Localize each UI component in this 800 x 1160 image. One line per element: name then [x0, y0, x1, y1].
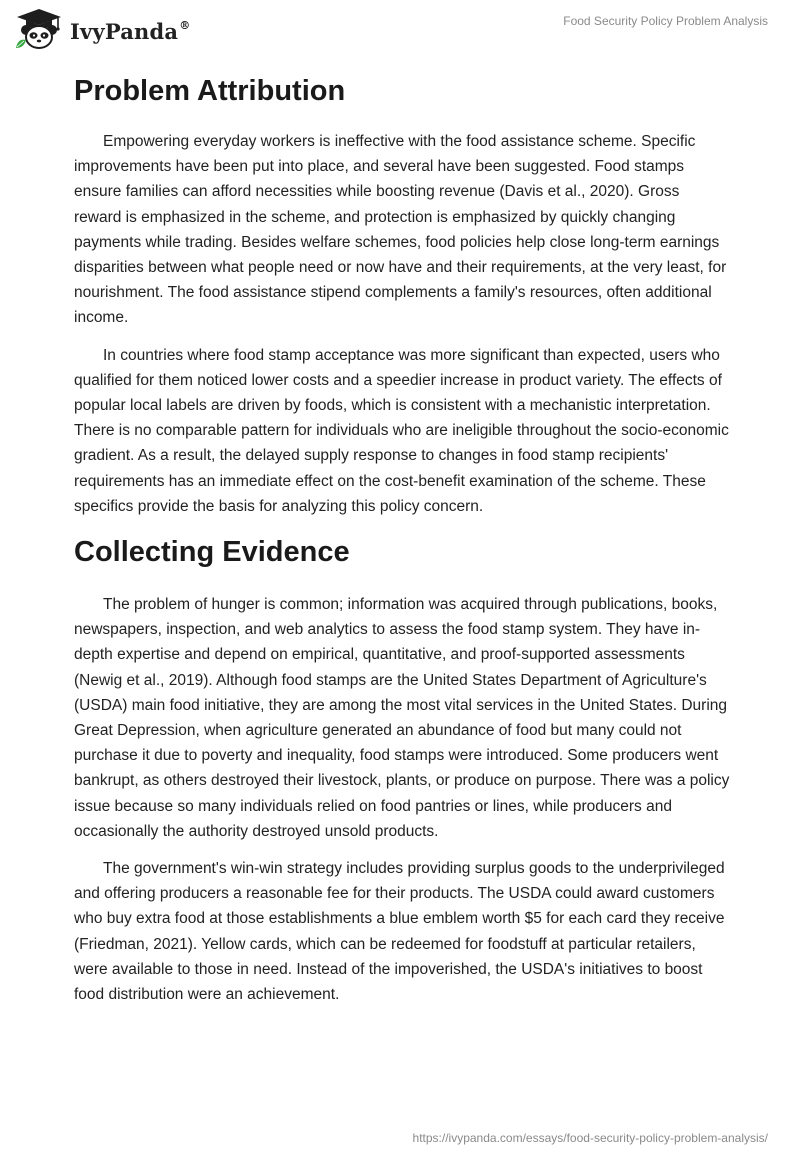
brand-name-text: IvyPanda — [70, 18, 179, 44]
document-title: Food Security Policy Problem Analysis — [563, 14, 768, 28]
section-collecting-evidence — [74, 531, 730, 1007]
paragraph: The problem of hunger is common; information was acquired through publications, books, newspapers, inspection, and web analytics to assess the food stamp system. They have in-depth expertise and depend on empirical, quantitative, and proof-supported assessments (Newig et al., 2019). Although food stamps are the United States Department of Agriculture's (USDA) main food initiative, they are among the most vital services in the United States. During Great Depression, when agriculture generated an abundance of food but many could not purchase it due to poverty and inequality, food stamps were introduced. Some producers went bankrupt, as others destroyed their livestock, plants, or produce on purpose. There was a policy issue because so many individuals relied on food pantries or lines, while producers and occasionally the authority destroyed unsold products. — [74, 596, 730, 840]
paragraph: Empowering everyday workers is ineffective with the food assistance scheme. Specific improvements have been put into place, and several have been suggested. Food stamps ensure families can afford necessities while boosting revenue (Davis et al., 2020). Gross reward is emphasized in the scheme, and protection is emphasized by quickly changing payments while trading. Besides welfare schemes, food policies help close long-term earnings disparities between what people need or now have and their requirements, at the very least, for nourishment. The food assistance stipend complements a family's resources, often additional income. — [74, 133, 727, 327]
page-header — [0, 0, 800, 60]
brand-name — [70, 19, 190, 44]
registered-mark: ® — [179, 18, 191, 32]
article-content — [74, 70, 730, 1019]
section-problem-attribution — [74, 70, 730, 519]
source-url[interactable]: https://ivypanda.com/essays/food-security-policy-problem-analysis/ — [412, 1131, 768, 1145]
panda-graduate-icon — [14, 8, 64, 52]
section-heading: Problem Attribution — [74, 75, 346, 107]
section-heading: Collecting Evidence — [74, 536, 350, 569]
ivypanda-logo[interactable] — [14, 8, 190, 52]
paragraph: The government's win-win strategy includes providing surplus goods to the underprivileged and offering producers a reasonable fee for their products. The USDA could award customers who buy extra food at those establishments a blue emblem worth $5 for each card they receive (Friedman, 2021). Yellow cards, which can be redeemed for foodstuff at particular retailers, were available to those in need. Instead of the impoverished, the USDA's initiatives to boost food distribution were an achievement. — [74, 860, 725, 1004]
paragraph: In countries where food stamp acceptance was more significant than expected, users who qualified for them noticed lower costs and a speedier increase in product variety. The effects of popular local labels are driven by foods, which is consistent with a mechanistic interpretation. There is no comparable pattern for individuals who are ineligible throughout the socio-economic gradient. As a result, the delayed supply response to changes in food stamp recipients' requirements has an immediate effect on the cost-benefit examination of the scheme. These specifics provide the basis for analyzing this policy concern. — [74, 346, 729, 515]
